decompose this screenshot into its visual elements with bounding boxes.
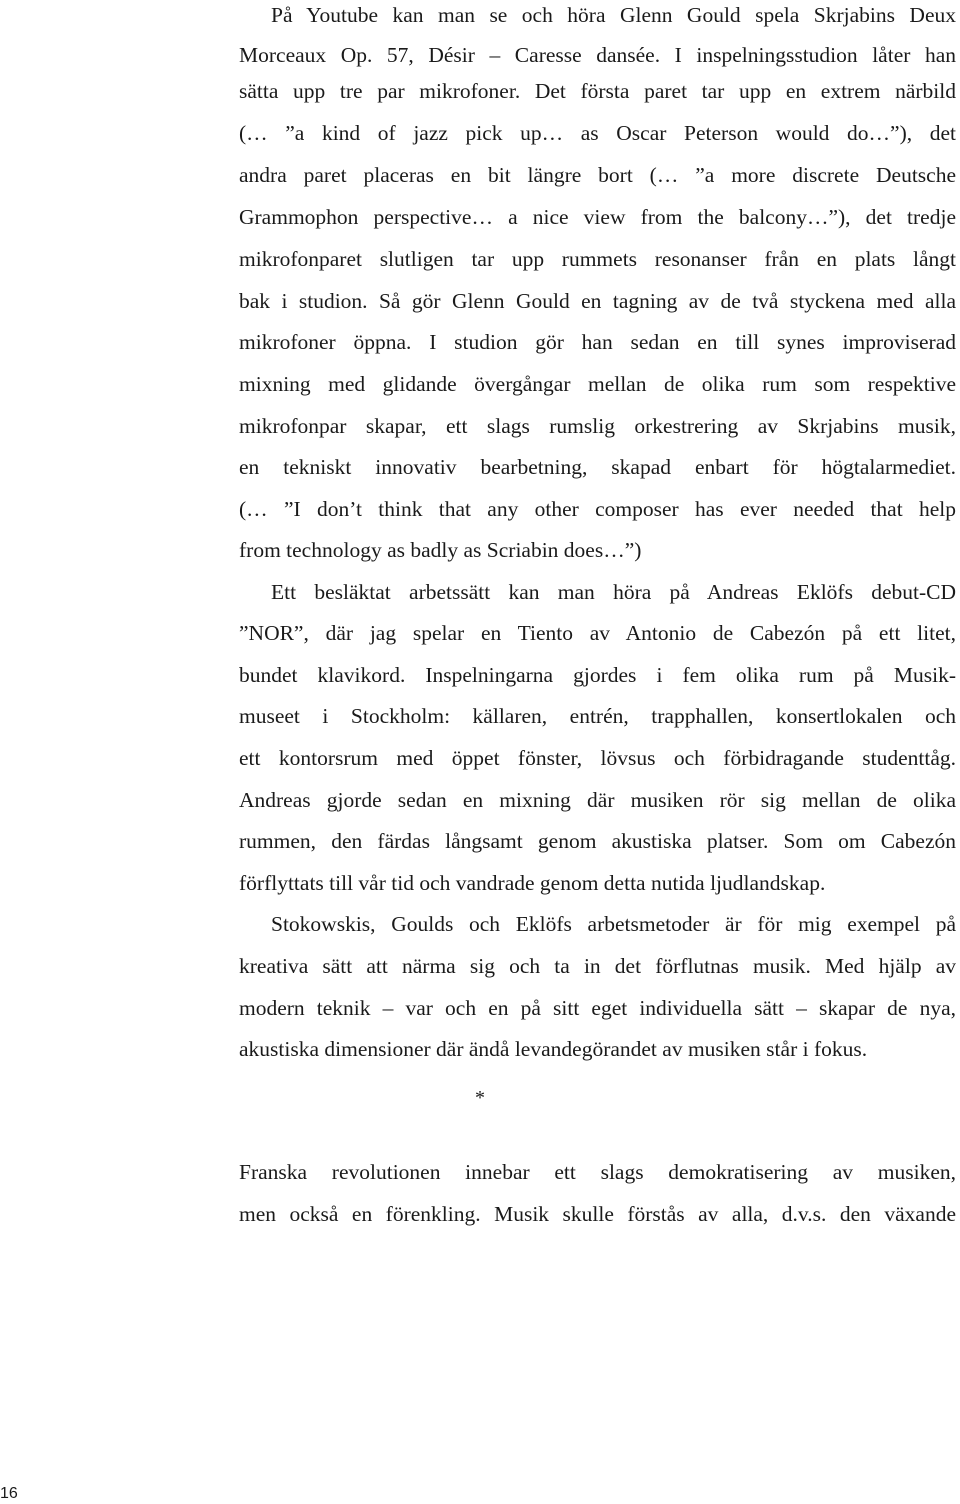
text-line: from technology as badly as Scriabin does…”) xyxy=(239,538,642,562)
text-line: bak i studion. Så gör Glenn Gould en tagning av de två styckena med alla xyxy=(239,289,956,313)
text-line: bundet klavikord. Inspelningarna gjordes i fem olika rum på Musik- xyxy=(239,663,956,687)
text-line: ”NOR”, där jag spelar en Tiento av Antonio de Cabezón på ett litet, xyxy=(239,621,956,645)
text-line: modern teknik – var och en på sitt eget individuella sätt – skapar de nya, xyxy=(239,996,956,1020)
text-line: en tekniskt innovativ bearbetning, skapad enbart för högtalarmediet. xyxy=(239,455,956,479)
text-line: Morceaux Op. 57, Désir – Caresse dansée. I inspelningsstudion låter han xyxy=(239,43,956,67)
text-line: sätta upp tre par mikrofoner. Det första paret tar upp en extrem närbild xyxy=(239,79,956,103)
text-line: (… ”I don’t think that any other composer has ever needed that help xyxy=(239,497,956,521)
text-line: mikrofoner öppna. I studion gör han sedan en till synes improviserad xyxy=(239,330,956,354)
text-line: museet i Stockholm: källaren, entrén, trapphallen, konsertlokalen och xyxy=(239,704,956,728)
text-line: förflyttats till vår tid och vandrade genom detta nutida ljudlandskap. xyxy=(239,871,826,895)
text-line: På Youtube kan man se och höra Glenn Gould spela Skrjabins Deux xyxy=(271,3,956,27)
text-line: Ett besläktat arbetssätt kan man höra på Andreas Eklöfs debut-CD xyxy=(271,580,956,604)
text-line: Grammophon perspective… a nice view from the balcony…”), det tredje xyxy=(239,205,956,229)
text-line: Andreas gjorde sedan en mixning där musiken rör sig mellan de olika xyxy=(239,788,956,812)
text-line: rummen, den färdas långsamt genom akustiska platser. Som om Cabezón xyxy=(239,829,956,853)
text-line: mixning med glidande övergångar mellan de olika rum som respektive xyxy=(239,372,956,396)
text-line: men också en förenkling. Musik skulle förstås av alla, d.v.s. den växande xyxy=(239,1202,956,1226)
text-line: kreativa sätt att närma sig och ta in det förflutnas musik. Med hjälp av xyxy=(239,954,956,978)
text-line: andra paret placeras en bit längre bort (… ”a more discrete Deutsche xyxy=(239,163,956,187)
text-line: mikrofonpar skapar, ett slags rumslig orkestrering av Skrjabins musik, xyxy=(239,414,956,438)
text-line: akustiska dimensioner där ändå levandegörandet av musiken står i fokus. xyxy=(239,1037,868,1061)
page-number: 16 xyxy=(0,1485,18,1502)
text-line: Franska revolutionen innebar ett slags demokratisering av musiken, xyxy=(239,1160,956,1184)
text-line: Stokowskis, Goulds och Eklöfs arbetsmetoder är för mig exempel på xyxy=(271,912,956,936)
text-line: (… ”a kind of jazz pick up… as Oscar Peterson would do…”), det xyxy=(239,121,956,145)
text-line: ett kontorsrum med öppet fönster, lövsus och förbidragande studenttåg. xyxy=(239,746,956,770)
text-line: mikrofonparet slutligen tar upp rummets resonanser från en plats långt xyxy=(239,247,956,271)
section-separator: * xyxy=(475,1087,485,1109)
